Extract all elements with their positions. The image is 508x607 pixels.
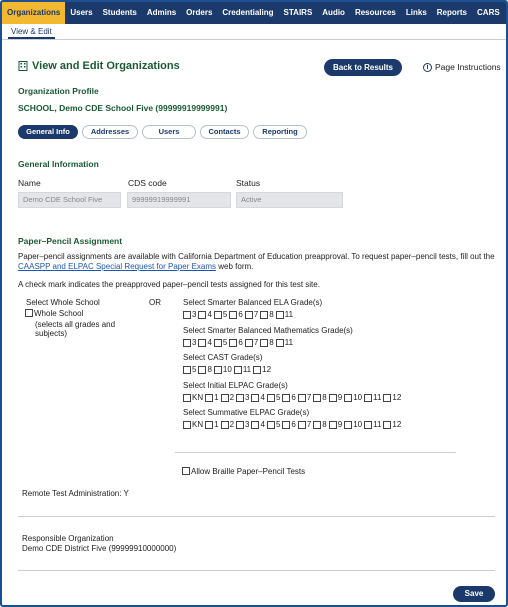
grade-checkbox[interactable] — [198, 366, 206, 374]
nav-item-students[interactable]: Students — [102, 8, 137, 17]
grade-checkbox[interactable] — [329, 421, 337, 429]
grade-option — [183, 338, 196, 347]
page-title-text: View and Edit Organizations — [32, 60, 180, 72]
page-instructions-link[interactable] — [423, 62, 501, 72]
nav-item-organizations[interactable]: Organizations — [2, 2, 65, 24]
grade-checkbox[interactable] — [383, 421, 391, 429]
grade-label: 4 — [207, 310, 212, 319]
grade-group-label: Select Summative ELPAC Grade(s) — [183, 408, 310, 417]
grade-label: 5 — [222, 338, 228, 347]
tab-contacts[interactable]: Contacts — [200, 125, 249, 139]
braille-label: Allow Braille Paper–Pencil Tests — [191, 467, 306, 476]
grade-option — [214, 338, 227, 347]
grade-option — [183, 310, 196, 319]
grade-option — [313, 420, 326, 429]
grade-label: 10 — [222, 365, 232, 374]
grade-checkbox[interactable] — [214, 339, 222, 347]
remote-test-administration: Remote Test Administration: Y — [22, 489, 129, 498]
grade-checkbox[interactable] — [183, 366, 191, 374]
grade-option — [183, 393, 203, 402]
grade-checkbox[interactable] — [229, 311, 237, 319]
grade-option — [251, 420, 264, 429]
grade-checkbox[interactable] — [267, 394, 275, 402]
grade-checkbox[interactable] — [260, 339, 268, 347]
whole-school-label: Whole School — [34, 309, 84, 318]
grade-label: 4 — [207, 338, 212, 347]
grade-checkbox[interactable] — [205, 394, 213, 402]
grade-checkbox[interactable] — [313, 394, 321, 402]
grade-label: 1 — [214, 393, 219, 402]
paper-pencil-heading: Paper–Pencil Assignment — [18, 236, 123, 246]
grade-checkbox[interactable] — [329, 394, 337, 402]
grade-option — [205, 420, 218, 429]
grade-checkbox[interactable] — [251, 394, 259, 402]
check-mark-note: A check mark indicates the preapproved paper–pencil tests assigned for this test site. — [18, 280, 320, 289]
grade-checkbox[interactable] — [260, 311, 268, 319]
grade-checkbox[interactable] — [267, 421, 275, 429]
grade-option — [251, 393, 264, 402]
grade-label: 6 — [238, 338, 243, 347]
grade-checkbox[interactable] — [364, 421, 372, 429]
grade-checkbox[interactable] — [383, 394, 391, 402]
responsible-org-value: Demo CDE District Five (99999910000000) — [22, 544, 177, 553]
divider — [18, 516, 495, 517]
whole-school-heading: Select Whole School — [26, 298, 100, 307]
braille-option — [182, 467, 305, 476]
tab-reporting[interactable]: Reporting — [253, 125, 307, 139]
whole-school-sub-2: subjects) — [35, 329, 68, 338]
grade-label: 6 — [238, 310, 243, 319]
grade-option — [260, 338, 273, 347]
grade-checkbox[interactable] — [183, 339, 191, 347]
grade-row — [183, 338, 295, 347]
tab-addresses[interactable]: Addresses — [82, 125, 138, 139]
grade-label: KN — [192, 393, 204, 402]
grade-option — [298, 393, 311, 402]
nav-item-orders[interactable]: Orders — [186, 8, 213, 17]
organization-name: SCHOOL, Demo CDE School Five (99999919999991) — [18, 103, 228, 113]
page-instructions-label: Page Instructions — [435, 62, 501, 72]
grade-row — [183, 365, 273, 374]
special-request-link[interactable]: CAASPP and ELPAC Special Request for Paper Exams — [18, 262, 217, 271]
grade-checkbox[interactable] — [183, 311, 191, 319]
grade-label: 6 — [291, 393, 296, 402]
grade-group-label: Select CAST Grade(s) — [183, 353, 263, 362]
grade-label: 11 — [373, 393, 382, 402]
name-label: Name — [18, 178, 41, 188]
top-nav — [2, 2, 506, 24]
grade-checkbox[interactable] — [236, 421, 244, 429]
grade-checkbox[interactable] — [313, 421, 321, 429]
tab-view-edit[interactable]: View & Edit — [8, 26, 55, 39]
grade-checkbox[interactable] — [229, 339, 237, 347]
grade-checkbox[interactable] — [205, 421, 213, 429]
grade-option — [383, 420, 401, 429]
grade-option — [198, 310, 211, 319]
grade-label: 8 — [269, 338, 274, 347]
grade-checkbox[interactable] — [221, 421, 229, 429]
braille-checkbox[interactable] — [182, 467, 190, 475]
save-button[interactable]: Save — [453, 586, 495, 602]
status-label: Status — [236, 178, 261, 188]
grade-option — [221, 420, 234, 429]
grade-checkbox[interactable] — [282, 421, 290, 429]
grade-option — [236, 393, 249, 402]
grade-option — [282, 393, 295, 402]
grade-label: 4 — [260, 393, 265, 402]
back-to-results-button[interactable]: Back to Results — [324, 59, 402, 76]
grade-label: 4 — [260, 420, 265, 429]
grade-option — [245, 338, 258, 347]
nav-item-resources[interactable]: Resources — [354, 8, 396, 17]
grade-option — [214, 310, 227, 319]
whole-school-sub-1: (selects all grades and — [35, 320, 116, 329]
grade-option — [205, 393, 218, 402]
grade-checkbox[interactable] — [298, 421, 306, 429]
grade-option — [221, 393, 234, 402]
grade-label: 3 — [192, 338, 197, 347]
grade-label: 7 — [306, 393, 312, 402]
grade-label: 5 — [222, 310, 228, 319]
whole-school-checkbox[interactable] — [25, 309, 33, 317]
grade-label: 11 — [284, 310, 294, 319]
grade-checkbox[interactable] — [298, 394, 306, 402]
grade-option — [313, 393, 326, 402]
nav-item-stairs[interactable]: STAIRS — [283, 8, 313, 17]
nav-item-cars[interactable]: CARS — [477, 8, 500, 17]
grade-checkbox[interactable] — [214, 311, 222, 319]
grade-label: 11 — [284, 338, 294, 347]
grade-option — [234, 365, 251, 374]
grade-label: 5 — [192, 365, 197, 374]
grade-label: 3 — [192, 310, 197, 319]
grade-option — [236, 420, 249, 429]
grade-checkbox[interactable] — [344, 421, 352, 429]
or-label: OR — [149, 298, 161, 307]
whole-school-option — [25, 309, 83, 318]
grade-label: 2 — [229, 393, 235, 402]
grade-option — [267, 393, 280, 402]
grade-checkbox[interactable] — [183, 421, 191, 429]
grade-label: 11 — [242, 365, 252, 374]
grade-option — [260, 310, 273, 319]
grade-label: 9 — [337, 393, 343, 402]
grade-group-label: Select Initial ELPAC Grade(s) — [183, 381, 288, 390]
grade-label: 7 — [306, 420, 312, 429]
info-icon: i — [423, 63, 432, 72]
grade-option — [298, 420, 311, 429]
grade-option — [183, 365, 196, 374]
grade-checkbox[interactable] — [364, 394, 372, 402]
grade-group-label: Select Smarter Balanced Mathematics Grade(s) — [183, 326, 353, 335]
profile-tabs — [18, 125, 307, 139]
grade-option — [282, 420, 295, 429]
grade-option — [198, 365, 211, 374]
building-icon — [18, 61, 28, 71]
grade-option — [253, 365, 271, 374]
sub-nav — [2, 24, 506, 40]
status-field: Active — [236, 192, 343, 208]
nav-item-reports[interactable]: Reports — [436, 8, 468, 17]
grade-label: 10 — [353, 420, 363, 429]
grade-checkbox[interactable] — [276, 311, 284, 319]
grade-option — [214, 365, 232, 374]
grade-label: 7 — [253, 310, 259, 319]
grade-checkbox[interactable] — [221, 394, 229, 402]
grade-checkbox[interactable] — [253, 366, 261, 374]
cds-code-label: CDS code — [128, 178, 167, 188]
grade-option — [276, 338, 293, 347]
grade-label: 10 — [353, 393, 363, 402]
grade-label: 11 — [373, 420, 382, 429]
grade-option — [183, 420, 203, 429]
nav-item-audio[interactable]: Audio — [322, 8, 345, 17]
grade-label: 5 — [275, 393, 281, 402]
intro-text-end: web form. — [216, 262, 254, 271]
grade-row — [183, 393, 403, 402]
grade-label: 2 — [229, 420, 235, 429]
grade-checkbox[interactable] — [198, 311, 206, 319]
paper-pencil-intro — [18, 252, 496, 272]
grade-label: 8 — [322, 393, 327, 402]
grade-option — [364, 393, 381, 402]
grade-checkbox[interactable] — [251, 421, 259, 429]
grade-label: 3 — [245, 393, 250, 402]
grade-option — [329, 393, 342, 402]
grade-label: 12 — [262, 365, 272, 374]
grade-option — [383, 393, 401, 402]
grade-label: 5 — [275, 420, 281, 429]
page-title — [18, 60, 180, 72]
grade-checkbox[interactable] — [183, 394, 191, 402]
grade-checkbox[interactable] — [245, 339, 253, 347]
grade-option — [276, 310, 293, 319]
name-field: Demo CDE School Five — [18, 192, 121, 208]
grade-checkbox[interactable] — [245, 311, 253, 319]
nav-item-credentialing[interactable]: Credentialing — [222, 8, 274, 17]
grade-checkbox[interactable] — [198, 339, 206, 347]
divider — [18, 570, 495, 571]
grade-option — [245, 310, 258, 319]
grade-label: KN — [192, 420, 204, 429]
intro-text: Paper–pencil assignments are available with California Department of Education preapproval. To request paper–pencil tests, fill out the — [18, 252, 495, 261]
grade-checkbox[interactable] — [236, 394, 244, 402]
grade-label: 1 — [214, 420, 219, 429]
grade-checkbox[interactable] — [214, 366, 222, 374]
grade-label: 8 — [322, 420, 327, 429]
nav-item-links[interactable]: Links — [405, 8, 427, 17]
grade-label: 8 — [269, 310, 274, 319]
grade-option — [229, 338, 242, 347]
organization-profile-heading: Organization Profile — [18, 86, 99, 96]
grade-label: 8 — [207, 365, 212, 374]
grade-label: 12 — [392, 393, 402, 402]
divider — [175, 452, 456, 453]
responsible-org-label: Responsible Organization — [22, 534, 114, 543]
nav-item-admins[interactable]: Admins — [146, 8, 177, 17]
grade-checkbox[interactable] — [282, 394, 290, 402]
grade-label: 3 — [245, 420, 250, 429]
cds-code-field: 99999919999991 — [127, 192, 231, 208]
grade-option — [344, 393, 362, 402]
grade-option — [198, 338, 211, 347]
grade-label: 9 — [337, 420, 343, 429]
grade-option — [364, 420, 381, 429]
grade-checkbox[interactable] — [276, 339, 284, 347]
tab-users[interactable]: Users — [142, 125, 196, 139]
grade-label: 6 — [291, 420, 296, 429]
grade-option — [344, 420, 362, 429]
grade-group-label: Select Smarter Balanced ELA Grade(s) — [183, 298, 323, 307]
grade-label: 12 — [392, 420, 402, 429]
grade-option — [267, 420, 280, 429]
grade-option — [229, 310, 242, 319]
general-information-heading: General Information — [18, 159, 99, 169]
grade-checkbox[interactable] — [234, 366, 242, 374]
nav-item-users[interactable]: Users — [70, 8, 93, 17]
grade-label: 7 — [253, 338, 259, 347]
grade-option — [329, 420, 342, 429]
tab-general-info[interactable]: General Info — [18, 125, 78, 139]
grade-row — [183, 420, 403, 429]
grade-row — [183, 310, 295, 319]
grade-checkbox[interactable] — [344, 394, 352, 402]
